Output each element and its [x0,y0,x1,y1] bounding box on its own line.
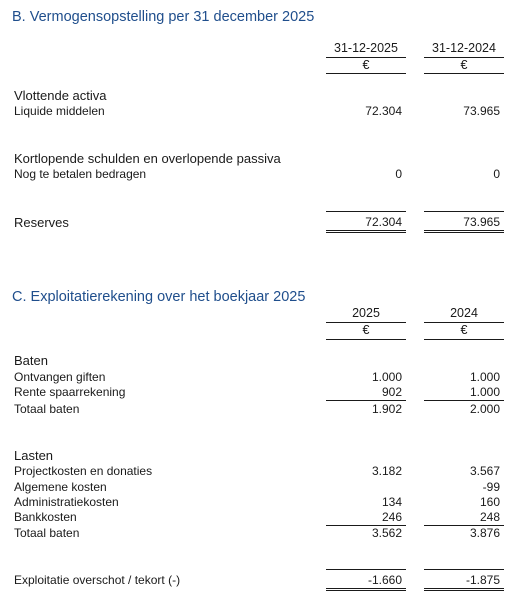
row-label: Liquide middelen [14,104,105,118]
subtotal-rule [326,400,406,401]
total-value-2024: 3.876 [469,526,500,540]
result-value-2025: -1.660 [367,573,402,587]
row-value-2025: 72.304 [365,104,402,118]
row-value-2024: 248 [479,510,500,524]
col-header-2025: 31-12-2025 [334,41,398,55]
reserves-value-2025: 72.304 [365,215,402,229]
row-label: Nog te betalen bedragen [14,167,147,181]
row-value-2025: 902 [381,385,402,399]
result-value-2024: -1.875 [465,573,500,587]
result-rule [424,569,504,570]
currency-symbol: € [460,323,468,337]
row-label: Ontvangen giften [14,370,106,384]
col-header-2024: 31-12-2024 [432,41,496,55]
section-c-title: C. Exploitatierekening over het boekjaar 2025 [12,289,306,305]
double-rule [326,230,406,233]
result-rule [326,569,406,570]
row-value-2025: 0 [395,167,402,181]
row-value-2025: 134 [381,495,402,509]
row-value-2024: 0 [493,167,500,181]
double-rule [326,588,406,591]
row-value-2025: 246 [381,510,402,524]
row-label: Bankkosten [14,510,77,524]
total-label: Totaal baten [14,402,80,416]
total-rule [326,211,406,212]
row-label: Administratiekosten [14,495,119,509]
header-rule [326,73,406,74]
currency-symbol: € [362,323,370,337]
double-rule [424,588,504,591]
row-value-2025: 1.000 [371,370,402,384]
baten-heading: Baten [14,353,48,368]
reserves-label: Reserves [14,215,69,230]
col-header-2025: 2025 [352,306,380,320]
total-value-2025: 1.902 [371,402,402,416]
lasten-heading: Lasten [14,448,54,463]
section-b-title: B. Vermogensopstelling per 31 december 2025 [12,9,315,25]
total-value-2025: 3.562 [371,526,402,540]
total-label: Totaal baten [14,526,80,540]
header-rule [424,339,504,340]
result-label: Exploitatie overschot / tekort (-) [14,573,181,587]
currency-symbol: € [362,58,370,72]
col-header-2024: 2024 [450,306,478,320]
total-value-2024: 2.000 [469,402,500,416]
row-label: Algemene kosten [14,480,107,494]
header-rule [424,73,504,74]
total-rule [424,211,504,212]
row-value-2024: 73.965 [463,104,500,118]
vlottende-activa-heading: Vlottende activa [14,88,107,103]
double-rule [424,230,504,233]
row-value-2024: -99 [482,480,500,494]
row-label: Rente spaarrekening [14,385,126,399]
reserves-value-2024: 73.965 [463,215,500,229]
row-label: Projectkosten en donaties [14,464,153,478]
row-value-2025: 3.182 [371,464,402,478]
currency-symbol: € [460,58,468,72]
row-value-2024: 1.000 [469,385,500,399]
row-value-2024: 1.000 [469,370,500,384]
row-value-2024: 160 [479,495,500,509]
header-rule [326,339,406,340]
row-value-2024: 3.567 [469,464,500,478]
kortlopende-heading: Kortlopende schulden en overlopende passiva [14,151,281,166]
subtotal-rule [424,400,504,401]
